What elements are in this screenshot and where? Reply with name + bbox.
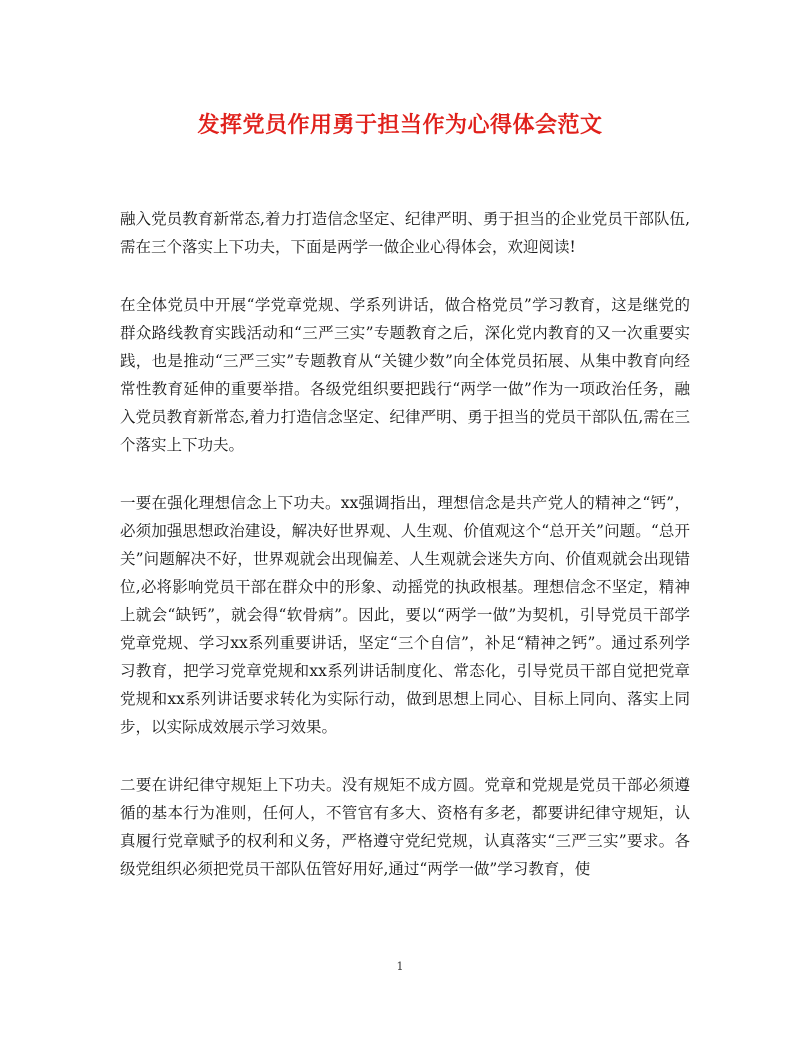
body-paragraph: 一要在强化理想信念上下功夫。xx强调指出，理想信念是共产党人的精神之“钙”，必须加强思想政治建设，解决好世界观、人生观、价值观这个“总开关”问题。“总开关”问题解决不好，世界观就会出现偏差、人生观就会迷失方向、价值观就会出现错位,必将影响党员干部在群众中的形象、动摇党的执政根基。理想信念不坚定，精神上就会“缺钙”，就会得“软骨病”。因此，要以“两学一做”为契机，引导党员干部学党章党规、学习xx系列重要讲话，坚定“三个自信”，补足“精神之钙”。通过系列学习教育，把学习党章党规和xx系列讲话制度化、常态化，引导党员干部自觉把党章党规和xx系列讲话要求转化为实际行动，做到思想上同心、目标上同向、落实上同步，以实际成效展示学习效果。 (120, 494, 690, 736)
body-paragraph: 在全体党员中开展“学党章党规、学系列讲话，做合格党员”学习教育，这是继党的群众路线教育实践活动和“三严三实”专题教育之后，深化党内教育的又一次重要实践，也是推动“三严三实”专题教育从“关键少数”向全体党员拓展、从集中教育向经常性教育延伸的重要举措。各级党组织要把践行“两学一做”作为一项政治任务，融入党员教育新常态,着力打造信念坚定、纪律严明、勇于担当的党员干部队伍,需在三个落实上下功夫。 (120, 296, 690, 454)
intro-paragraph: 融入党员教育新常态,着力打造信念坚定、纪律严明、勇于担当的企业党员干部队伍,需在三个落实上下功夫，下面是两学一做企业心得体会，欢迎阅读! (120, 210, 690, 256)
document-body (120, 205, 690, 913)
page-number: 1 (396, 960, 404, 973)
document-title: 发挥党员作用勇于担当作为心得体会范文 (197, 112, 603, 138)
body-paragraph: 二要在讲纪律守规矩上下功夫。没有规矩不成方圆。党章和党规是党员干部必须遵循的基本行为准则，任何人，不管官有多大、资格有多老，都要讲纪律守规矩，认真履行党章赋予的权利和义务，严格遵守党纪党规，认真落实“三严三实”要求。各级党组织必须把党员干部队伍管好用好,通过“两学一做”学习教育，使 (120, 776, 690, 878)
